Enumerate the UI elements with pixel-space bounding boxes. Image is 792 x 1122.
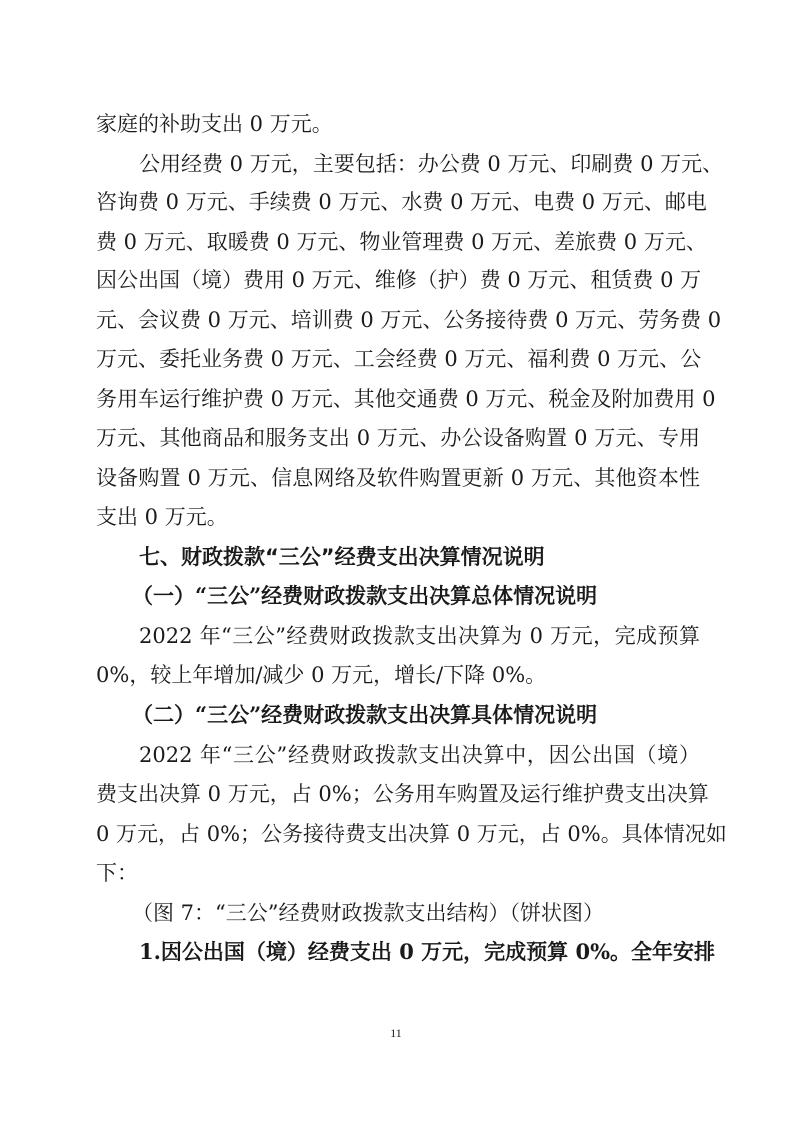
body-line: 2022 年“三公”经费财政拨款支出决算为 0 万元，完成预算 <box>139 624 700 648</box>
body-line: 设备购置 0 万元、信息网络及软件购置更新 0 万元、其他资本性 <box>96 466 700 490</box>
subsection-heading: （二）“三公”经费财政拨款支出决算具体情况说明 <box>132 702 598 727</box>
figure-caption: （图 7：“三公”经费财政拨款支出结构）（饼状图） <box>132 901 605 925</box>
body-line: 元、会议费 0 万元、培训费 0 万元、公务接待费 0 万元、劳务费 0 <box>96 308 722 332</box>
body-line: 务用车运行维护费 0 万元、其他交通费 0 万元、税金及附加费用 0 <box>96 387 716 411</box>
body-line: 2022 年“三公”经费财政拨款支出决算中，因公出国（境） <box>139 743 700 767</box>
body-line: 1.因公出国（境）经费支出 0 万元，完成预算 0%。全年安排 <box>139 939 716 964</box>
body-line: 0 万元，占 0%；公务接待费支出决算 0 万元，占 0%。具体情况如 <box>96 822 727 846</box>
body-line: 支出 0 万元。 <box>96 505 228 529</box>
body-line: 公用经费 0 万元，主要包括：办公费 0 万元、印刷费 0 万元、 <box>139 152 724 176</box>
body-line: 家庭的补助支出 0 万元。 <box>96 112 333 136</box>
body-line: 0%，较上年增加/减少 0 万元，增长/下降 0%。 <box>96 663 547 687</box>
body-line: 咨询费 0 万元、手续费 0 万元、水费 0 万元、电费 0 万元、邮电 <box>96 190 707 214</box>
body-line: 费支出决算 0 万元，占 0%；公务用车购置及运行维护费支出决算 <box>96 782 709 806</box>
body-line: 万元、委托业务费 0 万元、工会经费 0 万元、福利费 0 万元、公 <box>96 347 702 371</box>
body-line: 费 0 万元、取暖费 0 万元、物业管理费 0 万元、差旅费 0 万元、 <box>96 230 707 254</box>
page-number: 11 <box>390 1026 402 1040</box>
subsection-heading: （一）“三公”经费财政拨款支出决算总体情况说明 <box>132 583 598 608</box>
body-line: 万元、其他商品和服务支出 0 万元、办公设备购置 0 万元、专用 <box>96 426 700 450</box>
section-heading: 七、财政拨款“三公”经费支出决算情况说明 <box>139 545 545 569</box>
body-line: 下： <box>96 861 138 885</box>
body-line: 因公出国（境）费用 0 万元、维修（护）费 0 万元、租赁费 0 万 <box>96 268 702 292</box>
